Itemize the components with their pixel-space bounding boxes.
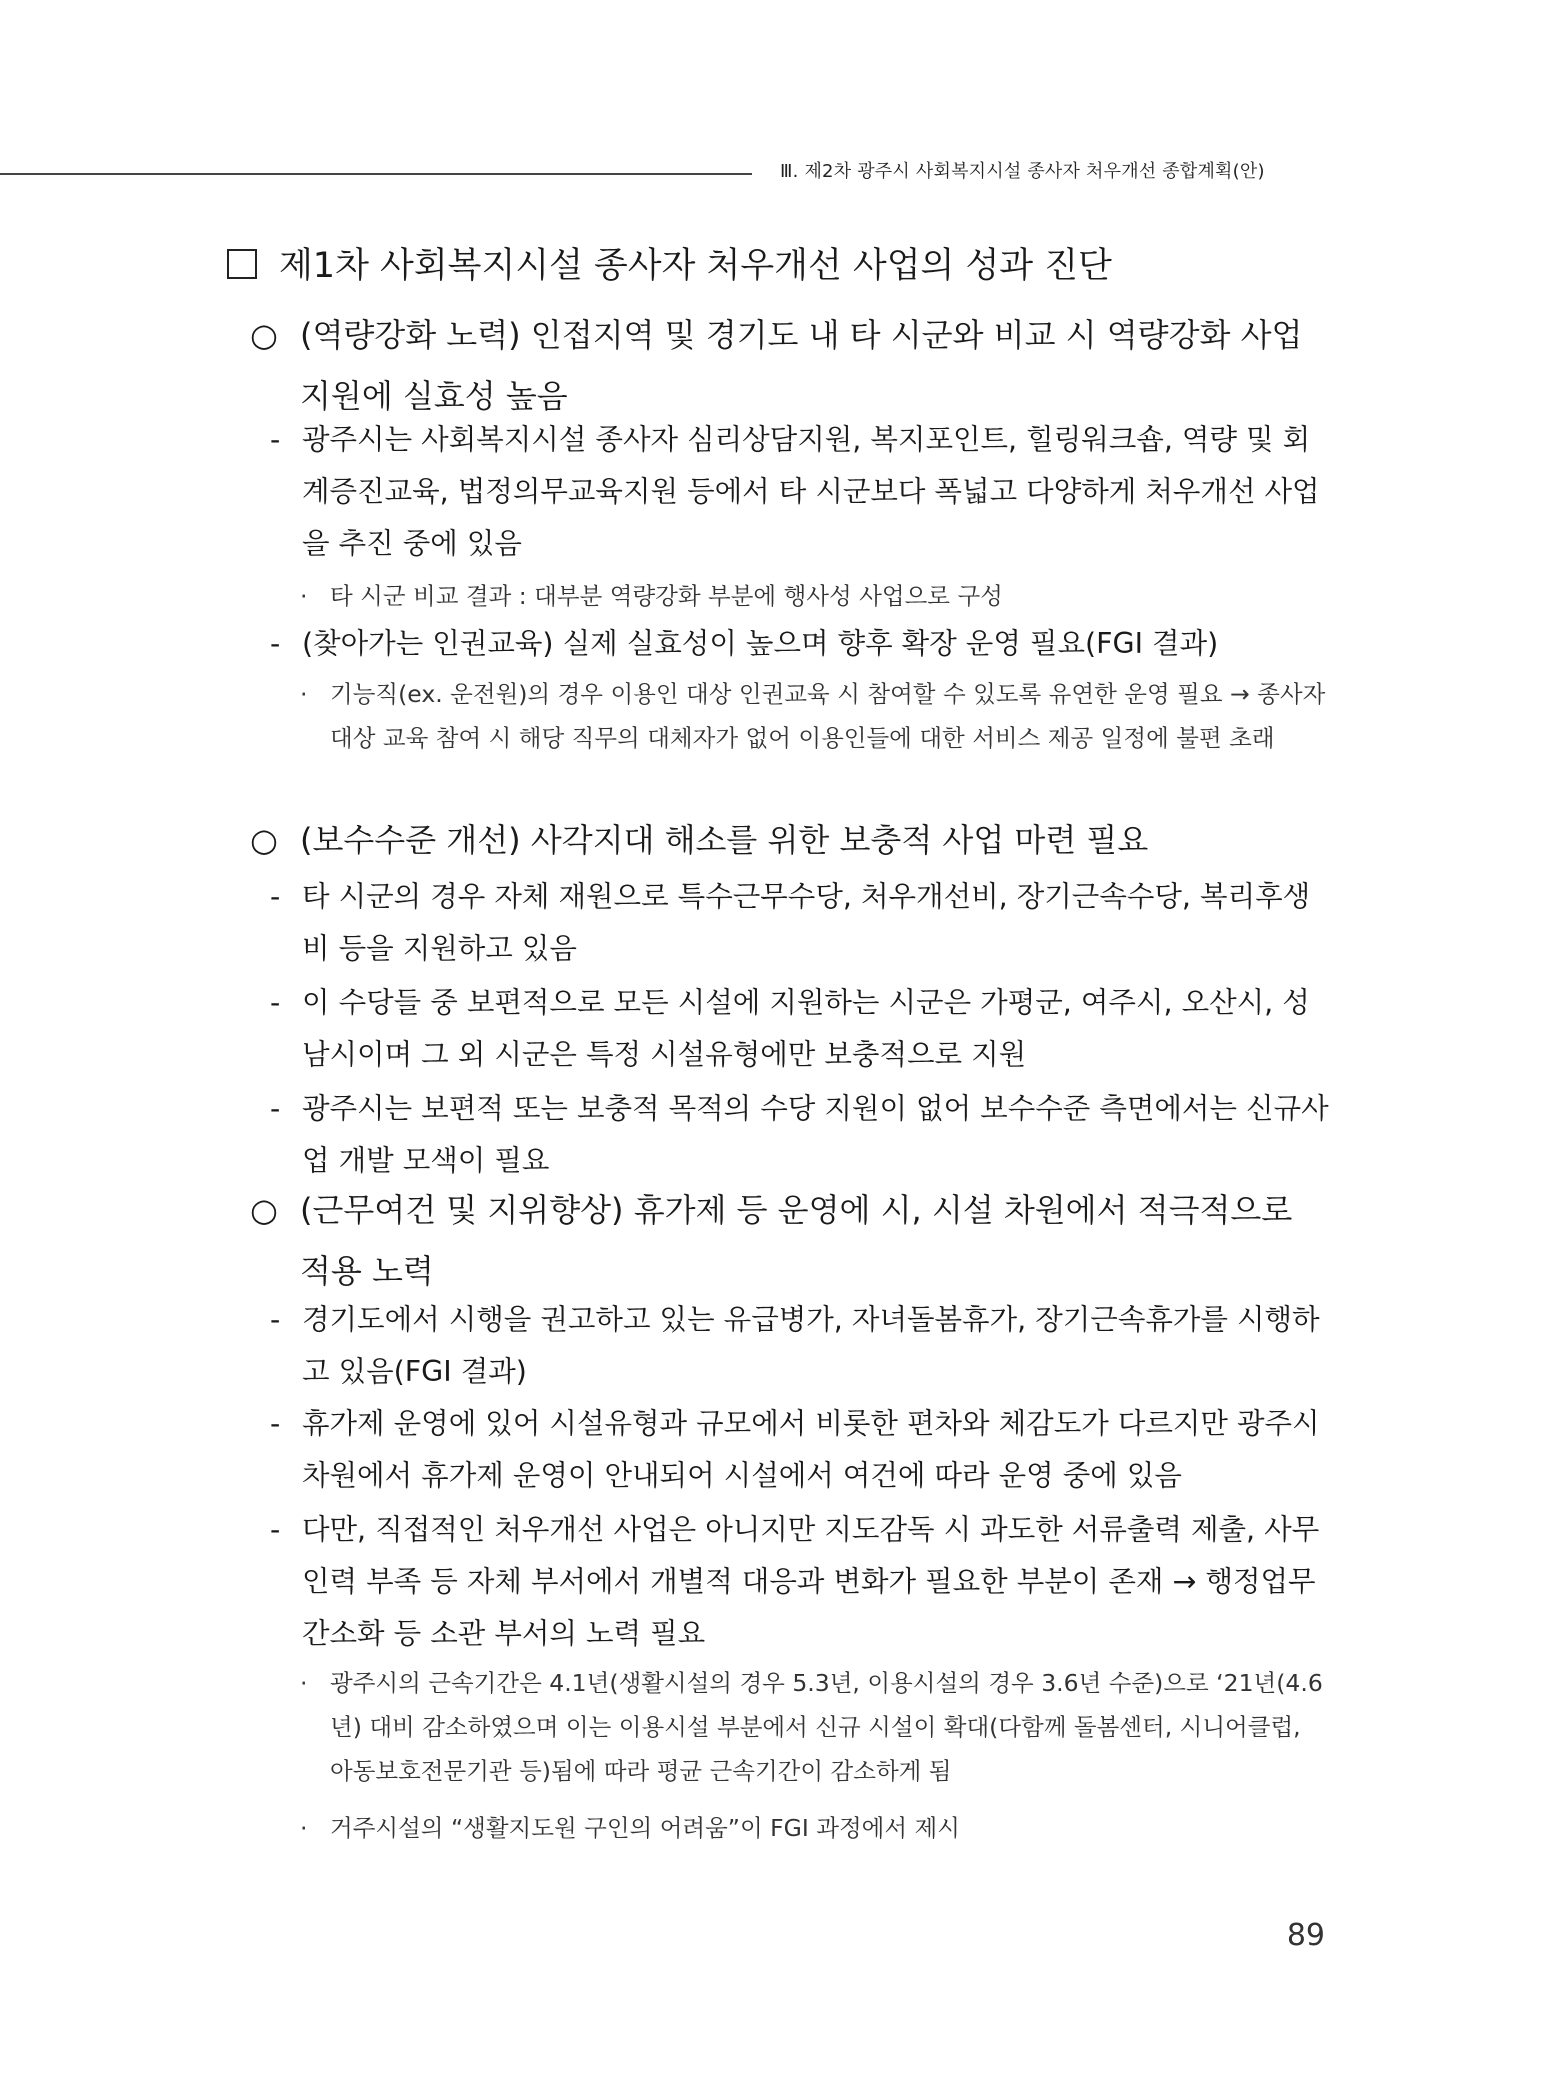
- bullet-text: 이 수당들 중 보편적으로 모든 시설에 지원하는 시군은 가평군, 여주시, 오산시, 성남시이며 그 외 시군은 특정 시설유형에만 보충적으로 지원: [302, 986, 1310, 1071]
- bullet-item-level2: [270, 1294, 1330, 1398]
- circle-bullet-icon: ○: [250, 1191, 278, 1229]
- bullet-item-level1: [250, 305, 1330, 427]
- bullet-text: 기능직(ex. 운전원)의 경우 이용인 대상 인권교육 시 참여할 수 있도록 유연한 운영 필요 → 종사자 대상 교육 참여 시 해당 직무의 대체자가 없어 이용인들에 대한 서비스 제공 일정에 불편 초래: [330, 680, 1326, 752]
- bullet-text: 광주시의 근속기간은 4.1년(생활시설의 경우 5.3년, 이용시설의 경우 3.6년 수준)으로 ‘21년(4.6년) 대비 감소하였으며 이는 이용시설 부분에서 신규 시설이 확대(다함께 돌봄센터, 시니어클럽, 아동보호전문기관 등)됨에 따라 평균 근속기간이 감소하게 됨: [330, 1669, 1323, 1785]
- bullet-text: 경기도에서 시행을 권고하고 있는 유급병가, 자녀돌봄휴가, 장기근속휴가를 시행하고 있음(FGI 결과): [302, 1303, 1320, 1388]
- bullet-item-level3: [300, 1806, 1330, 1850]
- bullet-item-level1: [250, 1180, 1330, 1302]
- section-heading: [225, 240, 1112, 292]
- bullet-text: (보수수준 개선) 사각지대 해소를 위한 보충적 사업 마련 필요: [300, 821, 1149, 859]
- page-number: 89: [1286, 1918, 1325, 1953]
- bullet-item-level2: [270, 618, 1330, 670]
- bullet-item-level2: [270, 1504, 1330, 1660]
- dash-bullet-icon: -: [270, 423, 281, 456]
- running-header: Ⅲ. 제2차 광주시 사회복지시설 종사자 처우개선 종합계획(안): [780, 161, 1265, 182]
- dash-bullet-icon: -: [270, 1303, 281, 1336]
- dash-bullet-icon: -: [270, 880, 281, 913]
- header-rule: [0, 173, 752, 175]
- bullet-text: 거주시설의 “생활지도원 구인의 어려움”이 FGI 과정에서 제시: [330, 1814, 960, 1842]
- bullet-item-level2: [270, 1398, 1330, 1502]
- bullet-item-level2: [270, 1083, 1330, 1187]
- dot-bullet-icon: ·: [300, 680, 308, 708]
- bullet-item-level2: [270, 977, 1330, 1081]
- bullet-text: (근무여건 및 지위향상) 휴가제 등 운영에 시, 시설 차원에서 적극적으로 적용 노력: [300, 1191, 1293, 1290]
- dot-bullet-icon: ·: [300, 582, 308, 610]
- dash-bullet-icon: -: [270, 986, 281, 1019]
- bullet-item-level2: [270, 414, 1330, 570]
- circle-bullet-icon: ○: [250, 316, 278, 354]
- bullet-text: 광주시는 보편적 또는 보충적 목적의 수당 지원이 없어 보수수준 측면에서는 신규사업 개발 모색이 필요: [302, 1092, 1329, 1177]
- circle-bullet-icon: ○: [250, 821, 278, 859]
- bullet-item-level1: [250, 810, 1330, 871]
- bullet-text: 다만, 직접적인 처우개선 사업은 아니지만 지도감독 시 과도한 서류출력 제출, 사무 인력 부족 등 자체 부서에서 개별적 대응과 변화가 필요한 부분이 존재 → 행정업무 간소화 등 소관 부서의 노력 필요: [302, 1513, 1320, 1650]
- dash-bullet-icon: -: [270, 1513, 281, 1546]
- bullet-text: (찾아가는 인권교육) 실제 실효성이 높으며 향후 확장 운영 필요(FGI 결과): [302, 627, 1219, 660]
- bullet-item-level3: [300, 672, 1330, 760]
- section-title: 제1차 사회복지시설 종사자 처우개선 사업의 성과 진단: [279, 246, 1112, 286]
- bullet-text: 광주시는 사회복지시설 종사자 심리상담지원, 복지포인트, 힐링워크숍, 역량 및 회계증진교육, 법정의무교육지원 등에서 타 시군보다 폭넓고 다양하게 처우개선 사업을 추진 중에 있음: [302, 423, 1320, 560]
- dot-bullet-icon: ·: [300, 1669, 308, 1697]
- dot-bullet-icon: ·: [300, 1814, 308, 1842]
- bullet-text: 타 시군의 경우 자체 재원으로 특수근무수당, 처우개선비, 장기근속수당, 복리후생비 등을 지원하고 있음: [302, 880, 1311, 965]
- dash-bullet-icon: -: [270, 1092, 281, 1125]
- bullet-item-level3: [300, 574, 1330, 618]
- bullet-item-level2: [270, 871, 1330, 975]
- bullet-item-level3: [300, 1661, 1330, 1793]
- bullet-text: 타 시군 비교 결과 : 대부분 역량강화 부분에 행사성 사업으로 구성: [330, 582, 1003, 610]
- checkbox-square-icon: [227, 249, 257, 279]
- dash-bullet-icon: -: [270, 627, 281, 660]
- dash-bullet-icon: -: [270, 1407, 281, 1440]
- bullet-text: (역량강화 노력) 인접지역 및 경기도 내 타 시군와 비교 시 역량강화 사업 지원에 실효성 높음: [300, 316, 1303, 415]
- bullet-text: 휴가제 운영에 있어 시설유형과 규모에서 비롯한 편차와 체감도가 다르지만 광주시 차원에서 휴가제 운영이 안내되어 시설에서 여건에 따라 운영 중에 있음: [302, 1407, 1320, 1492]
